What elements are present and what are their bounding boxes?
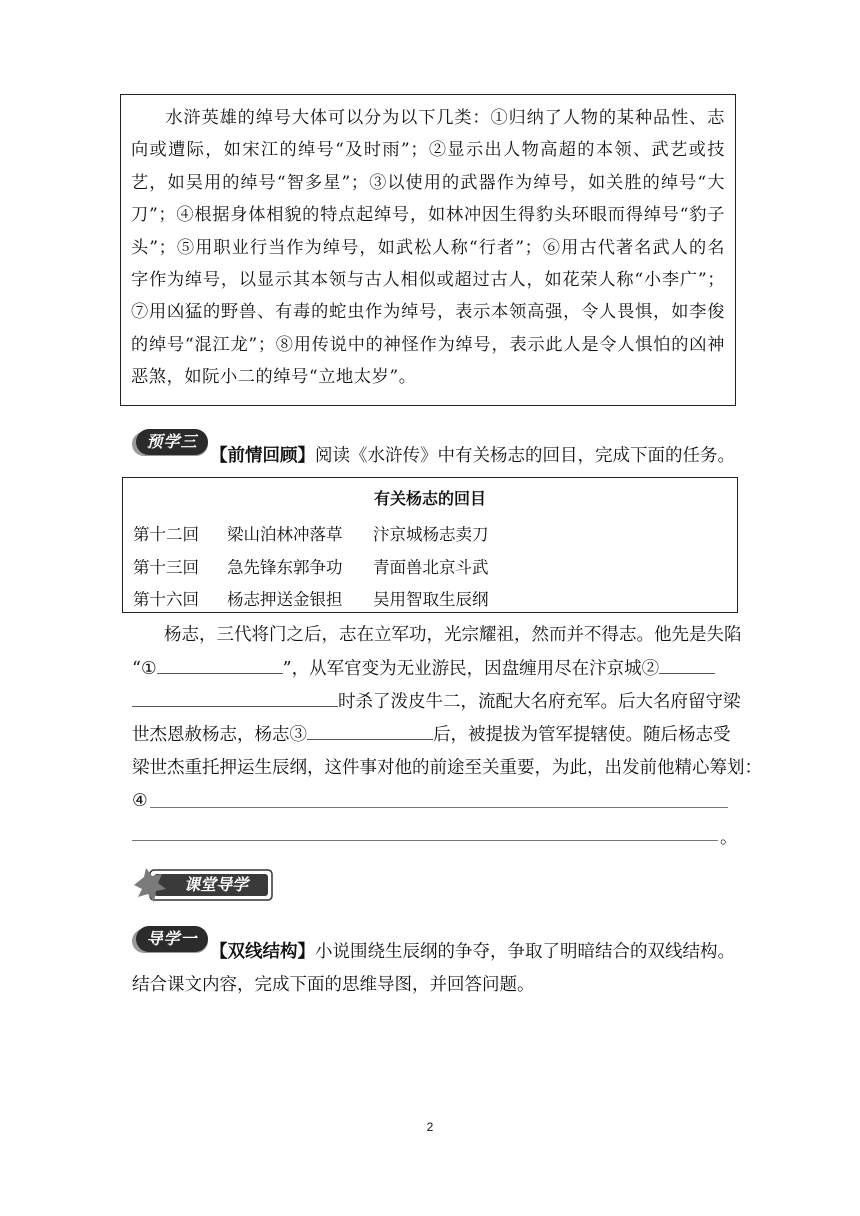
- section3-instruction: 阅读《水浒传》中有关杨志的回目，完成下面的任务。: [315, 446, 735, 466]
- chapter-title-a: 急先锋东郭争功: [227, 558, 343, 577]
- chapter-num: 第十二回: [133, 525, 199, 544]
- passage-line-6: ④: [132, 791, 148, 811]
- guide1-text: 小说围绕生辰纲的争夺，争取了明暗结合的双线结构。: [315, 942, 735, 962]
- chapter-title-b: 汴京城杨志卖刀: [373, 525, 489, 544]
- section-badge-daoxue1: 导学一: [136, 926, 208, 952]
- passage-line-1: 杨志，三代将门之后，志在立军功，光宗耀祖，然而并不得志。他先是失陷: [164, 625, 742, 645]
- guide1-line-1: [210, 938, 735, 966]
- section-badge-yuxue3: 预学三: [136, 429, 208, 455]
- guide1-line-2: 结合课文内容，完成下面的思维导图，并回答问题。: [132, 975, 535, 995]
- intro-box: [120, 94, 736, 406]
- fill-blank-1[interactable]: [157, 655, 283, 674]
- chapter-num: 第十三回: [133, 558, 199, 577]
- guide1-heading: 【双线结构】: [210, 942, 315, 962]
- section-banner: [130, 864, 276, 906]
- section3-heading-line: [210, 442, 735, 470]
- passage-line-3: [132, 688, 741, 716]
- passage-text: 世杰恩赦杨志，杨志③: [132, 725, 307, 745]
- page-number: 2: [426, 1120, 434, 1134]
- chapter-title-b: 吴用智取生辰纲: [373, 590, 489, 609]
- passage-text: 后，被提拔为管军提辖使。随后杨志受: [433, 725, 731, 745]
- passage-text: ”，从军官变为无业游民，因盘缠用尽在汴京城②: [282, 659, 660, 679]
- passage-line-2: [132, 655, 715, 683]
- passage-line-5: 梁世杰重托押运生辰纲，这件事对他的前途至关重要，为此，出发前他精心筹划：: [132, 758, 762, 778]
- intro-text: 水浒英雄的绰号大体可以分为以下几类：①归纳了人物的某种品性、志向或遭际，如宋江的绰号“及时雨”；②显示出人物高超的本领、武艺或技艺，如吴用的绰号“智多星”；③以使用的武器作为绰号，如关胜的绰号“大刀”；④根据身体相貌的特点起绰号，如林冲因生得豹头环眼而得绰号“豹子头”；⑤用职业行当作为绰号，如武松人称“行者”；⑥用古代著名武人的名字作为绰号，以显示其本领与古人相似或超过古人，如花荣人称“小李广”；⑦用凶猛的野兽、有毒的蛇虫作为绰号，表示本领高强，令人畏惧，如李俊的绰号“混江龙”；⑧用传说中的神怪作为绰号，表示此人是令人惧怕的凶神恶煞，如阮小二的绰号“立地太岁”。: [131, 108, 725, 388]
- banner-label: 课堂导学: [183, 875, 248, 894]
- passage-line-4: [132, 721, 731, 749]
- section3-heading: 【前情回顾】: [210, 446, 315, 466]
- blank-marker-1: “①: [132, 659, 157, 679]
- chapter-num: 第十六回: [133, 590, 199, 609]
- answer-line-4a[interactable]: [150, 807, 728, 808]
- fill-blank-2b[interactable]: [132, 688, 338, 707]
- chapters-title: 有关杨志的回目: [373, 489, 486, 508]
- chapter-title-a: 梁山泊林冲落草: [227, 525, 343, 544]
- fill-blank-2a[interactable]: [659, 655, 715, 674]
- passage-text: 时杀了泼皮牛二，流配大名府充军。后大名府留守梁: [338, 692, 741, 712]
- chapter-title-b: 青面兽北京斗武: [373, 558, 489, 577]
- fill-blank-3[interactable]: [307, 721, 433, 740]
- chapter-title-a: 杨志押送金银担: [227, 590, 343, 609]
- passage-end-mark: 。: [720, 828, 738, 848]
- answer-line-4b[interactable]: [132, 840, 718, 841]
- chapters-box: [122, 477, 738, 613]
